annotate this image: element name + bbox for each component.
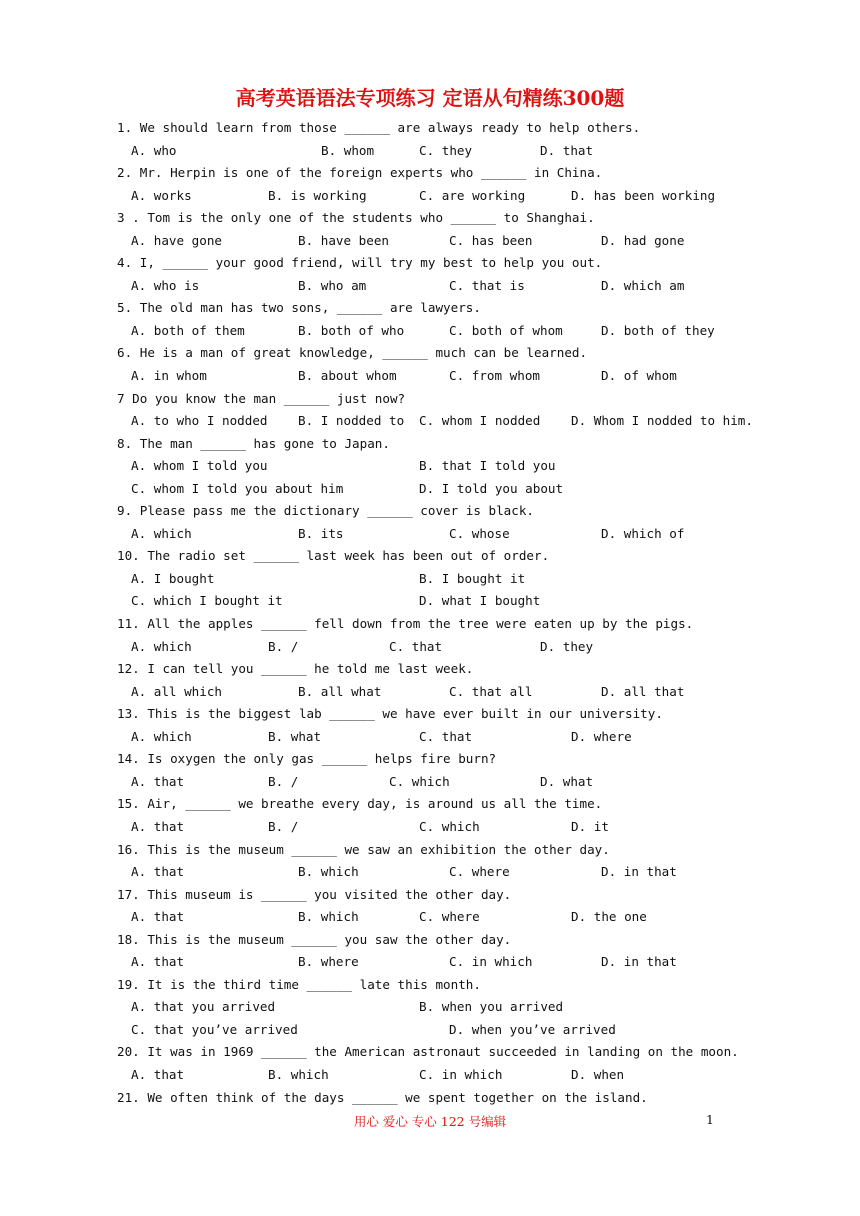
answer-option: C. from whom <box>449 368 540 384</box>
option-row <box>117 365 757 388</box>
answer-option: A. in whom <box>131 368 207 384</box>
option-row <box>117 590 757 613</box>
question-text: 1. We should learn from those ______ are always ready to help others. <box>117 120 641 135</box>
option-row <box>117 230 757 253</box>
answer-option: B. have been <box>298 232 389 248</box>
option-row <box>117 455 757 478</box>
page-title: 高考英语语法专项练习 定语从句精练300题 <box>235 86 625 110</box>
answer-option: D. has been working <box>571 187 716 203</box>
answer-option: A. all which <box>131 683 222 699</box>
question-text: 11. All the apples ______ fell down from the tree were eaten up by the pigs. <box>117 616 694 632</box>
option-row <box>117 636 757 659</box>
answer-option: D. all that <box>601 683 685 699</box>
answer-option: A. that <box>131 954 185 970</box>
option-row <box>117 140 757 163</box>
answer-option: D. the one <box>571 909 647 925</box>
answer-option: D. that <box>540 142 594 158</box>
answer-option: D. which am <box>601 277 685 293</box>
answer-option: C. whose <box>449 525 510 541</box>
answer-option: A. whom I told you <box>131 458 268 474</box>
option-row <box>117 861 757 884</box>
answer-option: A. to who I nodded <box>131 413 268 429</box>
answer-option: D. what I bought <box>419 593 541 609</box>
answer-option: A. have gone <box>131 232 222 248</box>
answer-option: C. whom I nodded <box>419 413 541 429</box>
answer-option: C. in which <box>419 1066 503 1082</box>
answer-option: D. of whom <box>601 368 677 384</box>
question-text: 18. This is the museum ______ you saw the other day. <box>117 931 512 947</box>
answer-option: D. in that <box>601 864 677 880</box>
option-row <box>117 275 757 298</box>
answer-option: A. I bought <box>131 570 215 586</box>
answer-option: C. where <box>449 864 510 880</box>
answer-option: C. that all <box>449 683 533 699</box>
question-text: 9. Please pass me the dictionary ______ cover is black. <box>117 503 535 519</box>
answer-option: A. which <box>131 728 192 744</box>
answer-option: C. that is <box>449 277 525 293</box>
answer-option: B. when you arrived <box>419 999 564 1015</box>
question-text: 2. Mr. Herpin is one of the foreign experts who ______ in China. <box>117 165 603 181</box>
answer-option: D. in that <box>601 954 677 970</box>
answer-option: A. who <box>131 142 177 158</box>
answer-option: C. has been <box>449 232 533 248</box>
answer-option: D. they <box>540 638 594 654</box>
answer-option: A. which <box>131 638 192 654</box>
answer-option: C. whom I told you about him <box>131 480 344 496</box>
answer-option: A. works <box>131 187 192 203</box>
answer-option: D. both of they <box>601 322 715 338</box>
answer-option: D. when <box>571 1066 625 1082</box>
answer-option: B. about whom <box>298 368 397 384</box>
answer-option: B. / <box>268 818 299 834</box>
question-list <box>117 117 757 1109</box>
answer-option: C. which <box>389 773 450 789</box>
option-row <box>117 320 757 343</box>
answer-option: B. which <box>268 1066 329 1082</box>
answer-option: A. that <box>131 1066 185 1082</box>
answer-option: B. I bought it <box>419 570 526 586</box>
answer-option: B. who am <box>298 277 367 293</box>
answer-option: B. / <box>268 773 299 789</box>
question-text: 14. Is oxygen the only gas ______ helps fire burn? <box>117 751 497 767</box>
question-text: 10. The radio set ______ last week has been out of order. <box>117 548 550 564</box>
question-text: 6. He is a man of great knowledge, ______ much can be learned. <box>117 345 588 361</box>
answer-option: C. that <box>389 638 443 654</box>
answer-option: B. whom <box>321 142 375 158</box>
answer-option: D. had gone <box>601 232 685 248</box>
question-text: 4. I, ______ your good friend, will try my best to help you out. <box>117 255 603 271</box>
answer-option: C. where <box>419 909 480 925</box>
option-row <box>117 1064 757 1087</box>
answer-option: B. / <box>268 638 299 654</box>
answer-option: D. which of <box>601 525 685 541</box>
answer-option: A. that <box>131 909 185 925</box>
answer-option: C. are working <box>419 187 526 203</box>
option-row <box>117 410 757 433</box>
question-text: 15. Air, ______ we breathe every day, is around us all the time. <box>117 796 603 812</box>
option-row <box>117 568 757 591</box>
footer-text: 用心 爱心 专心 122 号编辑 <box>353 1114 507 1129</box>
question-text: 7 Do you know the man ______ just now? <box>117 390 406 406</box>
answer-option: D. where <box>571 728 632 744</box>
answer-option: B. its <box>298 525 344 541</box>
answer-option: C. they <box>419 142 473 158</box>
answer-option: C. both of whom <box>449 322 563 338</box>
option-row <box>117 478 757 501</box>
option-row <box>117 523 757 546</box>
answer-option: B. all what <box>298 683 382 699</box>
answer-option: B. both of who <box>298 322 405 338</box>
question-text: 21. We often think of the days ______ we spent together on the island. <box>117 1089 648 1105</box>
question-text: 17. This museum is ______ you visited the other day. <box>117 886 512 902</box>
answer-option: B. which <box>298 909 359 925</box>
option-row <box>117 951 757 974</box>
question-text: 12. I can tell you ______ he told me last week. <box>117 661 474 677</box>
answer-option: D. when you’ve arrived <box>449 1021 616 1037</box>
answer-option: B. I nodded to <box>298 413 405 429</box>
question-text: 8. The man ______ has gone to Japan. <box>117 435 390 451</box>
answer-option: D. Whom I nodded to him. <box>571 413 753 429</box>
page-number: 1 <box>706 1112 714 1127</box>
answer-option: D. it <box>571 818 609 834</box>
answer-option: A. that <box>131 773 185 789</box>
answer-option: A. that <box>131 864 185 880</box>
option-row <box>117 185 757 208</box>
option-row <box>117 1019 757 1042</box>
option-row <box>117 771 757 794</box>
question-text: 3 . Tom is the only one of the students who ______ to Shanghai. <box>117 210 595 226</box>
answer-option: D. I told you about <box>419 480 564 496</box>
option-row <box>117 906 757 929</box>
answer-option: D. what <box>540 773 594 789</box>
answer-option: C. in which <box>449 954 533 970</box>
answer-option: C. which <box>419 818 480 834</box>
answer-option: B. where <box>298 954 359 970</box>
option-row <box>117 681 757 704</box>
question-text: 16. This is the museum ______ we saw an exhibition the other day. <box>117 841 610 857</box>
answer-option: B. what <box>268 728 322 744</box>
answer-option: A. that <box>131 818 185 834</box>
option-row <box>117 726 757 749</box>
option-row <box>117 996 757 1019</box>
answer-option: B. that I told you <box>419 458 556 474</box>
answer-option: C. which I bought it <box>131 593 283 609</box>
question-text: 5. The old man has two sons, ______ are lawyers. <box>117 300 481 316</box>
answer-option: A. that you arrived <box>131 999 276 1015</box>
answer-option: B. which <box>298 864 359 880</box>
answer-option: C. that <box>419 728 473 744</box>
answer-option: A. which <box>131 525 192 541</box>
answer-option: A. both of them <box>131 322 245 338</box>
question-text: 19. It is the third time ______ late this month. <box>117 976 481 992</box>
answer-option: A. who is <box>131 277 200 293</box>
question-text: 20. It was in 1969 ______ the American astronaut succeeded in landing on the moon. <box>117 1044 739 1060</box>
answer-option: C. that you’ve arrived <box>131 1021 298 1037</box>
answer-option: B. is working <box>268 187 367 203</box>
option-row <box>117 816 757 839</box>
question-text: 13. This is the biggest lab ______ we have ever built in our university. <box>117 706 663 722</box>
